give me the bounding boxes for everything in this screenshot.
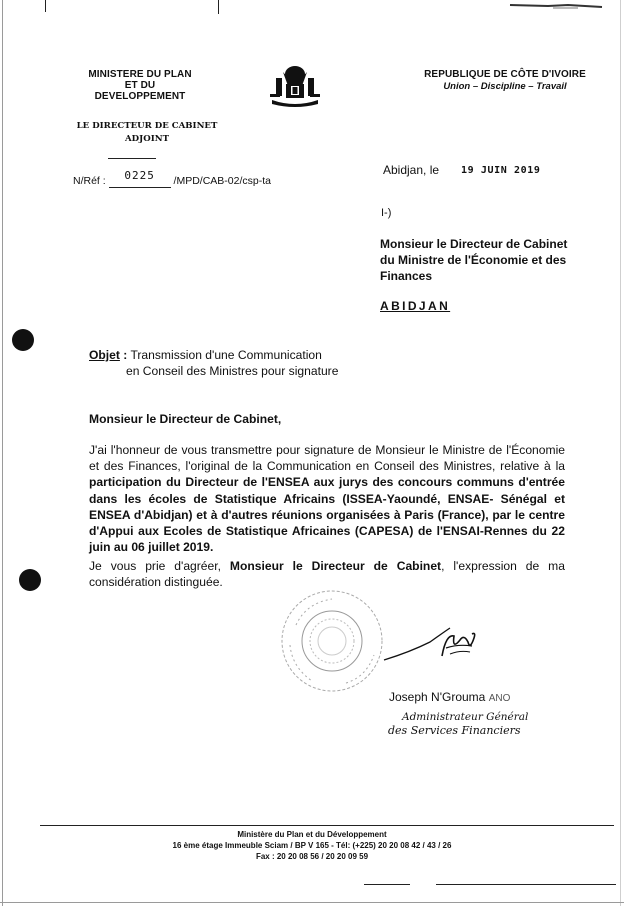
page-bottom-edge xyxy=(0,902,624,903)
reference-line xyxy=(73,169,271,188)
footer-address: 16 ème étage Immeuble Sciam / BP V 165 - Tél: (+225) 20 20 08 42 / 43 / 26 xyxy=(172,841,452,850)
footer-mark xyxy=(364,884,410,885)
subject-line-2: en Conseil des Ministres pour signature xyxy=(126,364,339,379)
subject-label: Objet xyxy=(89,348,120,362)
reference-label: N/Réf : xyxy=(73,175,106,187)
scan-smudge-mark xyxy=(508,2,604,10)
punch-hole xyxy=(12,329,34,351)
date-stamp: 19 JUIN 2019 xyxy=(461,165,541,176)
body-paragraph-2: Je vous prie d'agréer, Monsieur le Directeur de Cabinet, l'expression de ma considération distinguée. xyxy=(89,559,565,590)
coat-of-arms-emblem xyxy=(268,64,322,108)
reference-suffix: /MPD/CAB-02/csp-ta xyxy=(173,175,271,187)
reference-number: 0225 xyxy=(124,169,155,182)
footer-fax: Fax : 20 20 08 56 / 20 20 09 59 xyxy=(255,852,369,861)
country-name: REPUBLIQUE DE CÔTE D'IVOIRE xyxy=(424,69,586,80)
handwritten-signature xyxy=(380,620,480,670)
footer-ministry: Ministère du Plan et du Développement xyxy=(237,830,387,839)
scan-tick-mark xyxy=(218,0,219,14)
recipient-city: ABIDJAN xyxy=(380,299,451,313)
body-paragraph-1: J'ai l'honneur de vous transmettre pour signature de Monsieur le Ministre de l'Économie et des Finances, l'original de la Communication en Conseil des Ministres, relative à la participation du Directeur de l'ENSEA aux jurys des concours communs d'entrée dans les écoles de Statistique Africains (ISSEA-Yaoundé, ENSAE- Sénégal et ENSEA d'Abidjan) et à d'autres réunions organisées à Paris (France), par le centre d'Appui aux Ecoles de Statistique Africaines (CAPESA) de l'ENSAI-Rennes du 22 juin au 06 juillet 2019. xyxy=(89,443,565,555)
header-divider xyxy=(108,158,156,159)
signatory-title-2: des Services Financiers xyxy=(388,724,521,737)
punch-hole xyxy=(19,569,41,591)
scan-tick-mark xyxy=(45,0,46,12)
salutation: Monsieur le Directeur de Cabinet, xyxy=(89,412,282,426)
signatory-name: Joseph N'Grouma ANO xyxy=(389,690,511,704)
subject-line-1: Transmission d'une Communication xyxy=(130,348,322,362)
footer-mark xyxy=(436,884,616,885)
national-motto: Union – Discipline – Travail xyxy=(443,81,567,92)
subject-block: Objet : Transmission d'une Communication en Conseil des Ministres pour signature xyxy=(89,347,389,379)
footer-divider xyxy=(40,825,614,826)
reference-number-field xyxy=(109,169,171,188)
ministry-name: MINISTERE DU PLAN ET DU DEVELOPPEMENT xyxy=(88,69,192,102)
office-title: LE DIRECTEUR DE CABINET ADJOINT xyxy=(76,121,218,144)
official-stamp xyxy=(276,585,388,697)
recipient-address: Monsieur le Directeur de Cabinet du Ministre de l'Économie et des Finances xyxy=(380,237,568,283)
page-left-edge xyxy=(2,0,3,906)
handwritten-mark: I-) xyxy=(381,207,392,219)
page-right-edge xyxy=(620,0,621,906)
date-place: Abidjan, le xyxy=(383,163,440,177)
signatory-title-1: Administrateur Général xyxy=(402,711,529,723)
